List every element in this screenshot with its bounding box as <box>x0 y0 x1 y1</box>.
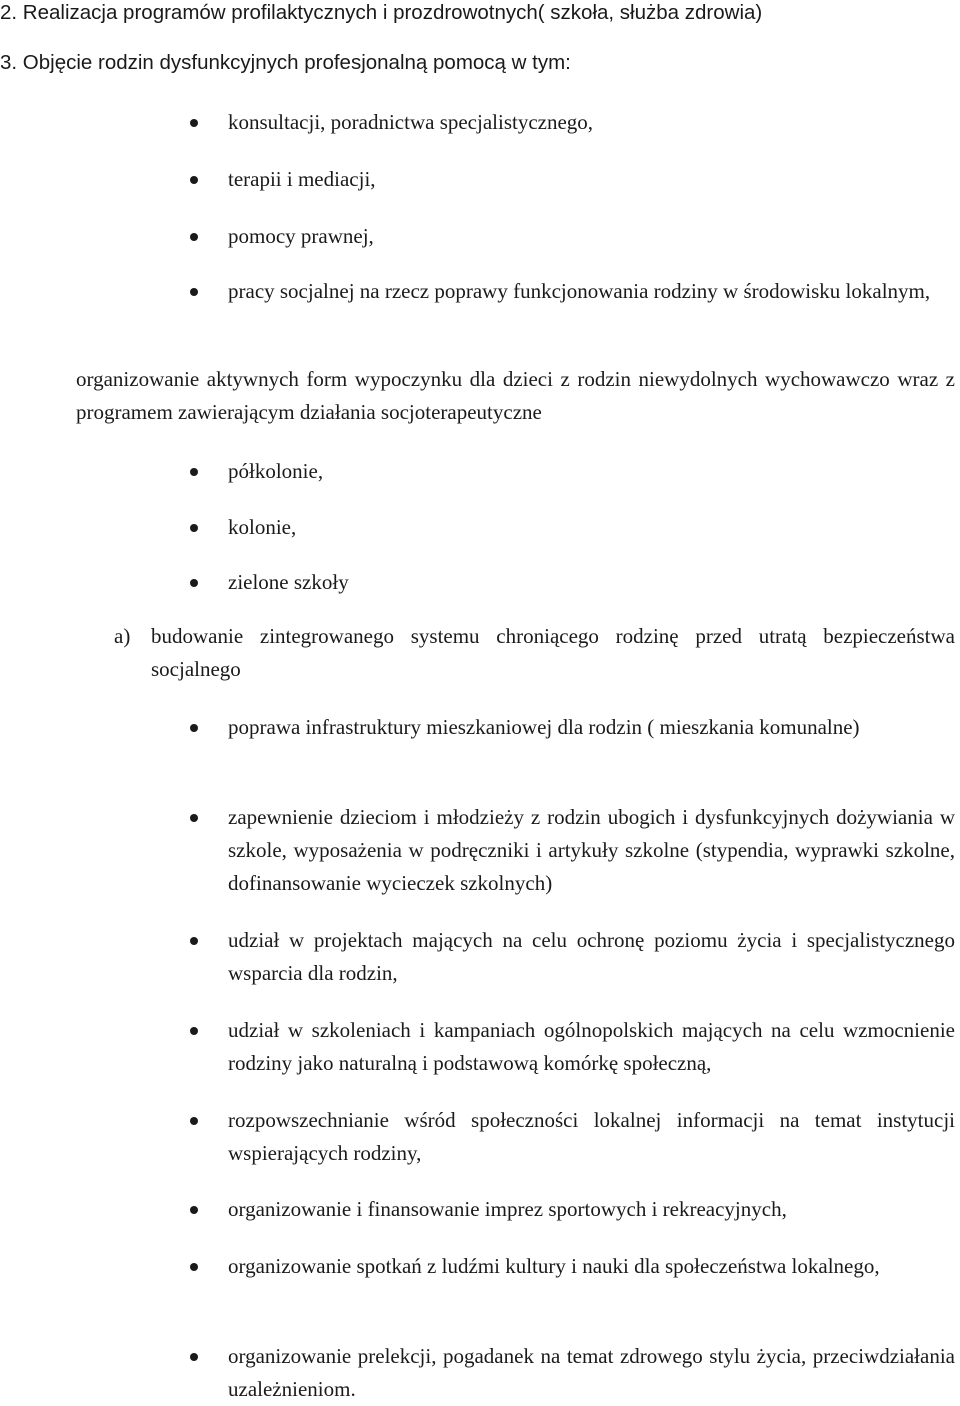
bullet-item: półkolonie, <box>228 455 955 488</box>
item-a-label: a) <box>114 624 131 648</box>
bullet-item: zielone szkoły <box>228 566 955 599</box>
list-item-3: 3. Objęcie rodzin dysfunkcyjnych profesjonalną pomocą w tym: <box>0 51 571 74</box>
list-item-2: 2. Realizacja programów profilaktycznych i prozdrowotnych( szkoła, służba zdrowia) <box>0 1 763 24</box>
bullet-item: terapii i mediacji, <box>228 163 955 196</box>
bullet-item: kolonie, <box>228 511 955 544</box>
bullet-item: organizowanie i finansowanie imprez sportowych i rekreacyjnych, <box>228 1193 955 1226</box>
bullet-item: organizowanie spotkań z ludźmi kultury i nauki dla społeczeństwa lokalnego, <box>228 1250 955 1283</box>
bullet-item: pracy socjalnej na rzecz poprawy funkcjonowania rodziny w środowisku lokalnym, <box>228 275 955 308</box>
bullet-item: udział w projektach mających na celu ochronę poziomu życia i specjalistycznego wsparcia dla rodzin, <box>228 924 955 990</box>
item-a-text: budowanie zintegrowanego systemu chroniącego rodzinę przed utratą bezpieczeństwa socjalnego <box>151 624 955 681</box>
paragraph-leisure: organizowanie aktywnych form wypoczynku dla dzieci z rodzin niewydolnych wychowawczo wraz z programem zawierającym działania socjoterapeutyczne <box>76 367 955 424</box>
bullet-item: poprawa infrastruktury mieszkaniowej dla rodzin ( mieszkania komunalne) <box>228 711 955 744</box>
bullet-item: udział w szkoleniach i kampaniach ogólnopolskich mających na celu wzmocnienie rodziny jako naturalną i podstawową komórkę społeczną, <box>228 1014 955 1080</box>
bullet-item: organizowanie prelekcji, pogadanek na temat zdrowego stylu życia, przeciwdziałania uzależnieniom. <box>228 1340 955 1406</box>
bullet-item: zapewnienie dzieciom i młodzieży z rodzin ubogich i dysfunkcyjnych dożywiania w szkole, wyposażenia w podręczniki i artykuły szkolne (stypendia, wyprawki szkolne, dofinansowanie wycieczek szkolnych) <box>228 801 955 900</box>
bullet-item: konsultacji, poradnictwa specjalistycznego, <box>228 106 955 139</box>
bullet-item: pomocy prawnej, <box>228 220 955 253</box>
bullet-item: rozpowszechnianie wśród społeczności lokalnej informacji na temat instytucji wspierających rodziny, <box>228 1104 955 1170</box>
